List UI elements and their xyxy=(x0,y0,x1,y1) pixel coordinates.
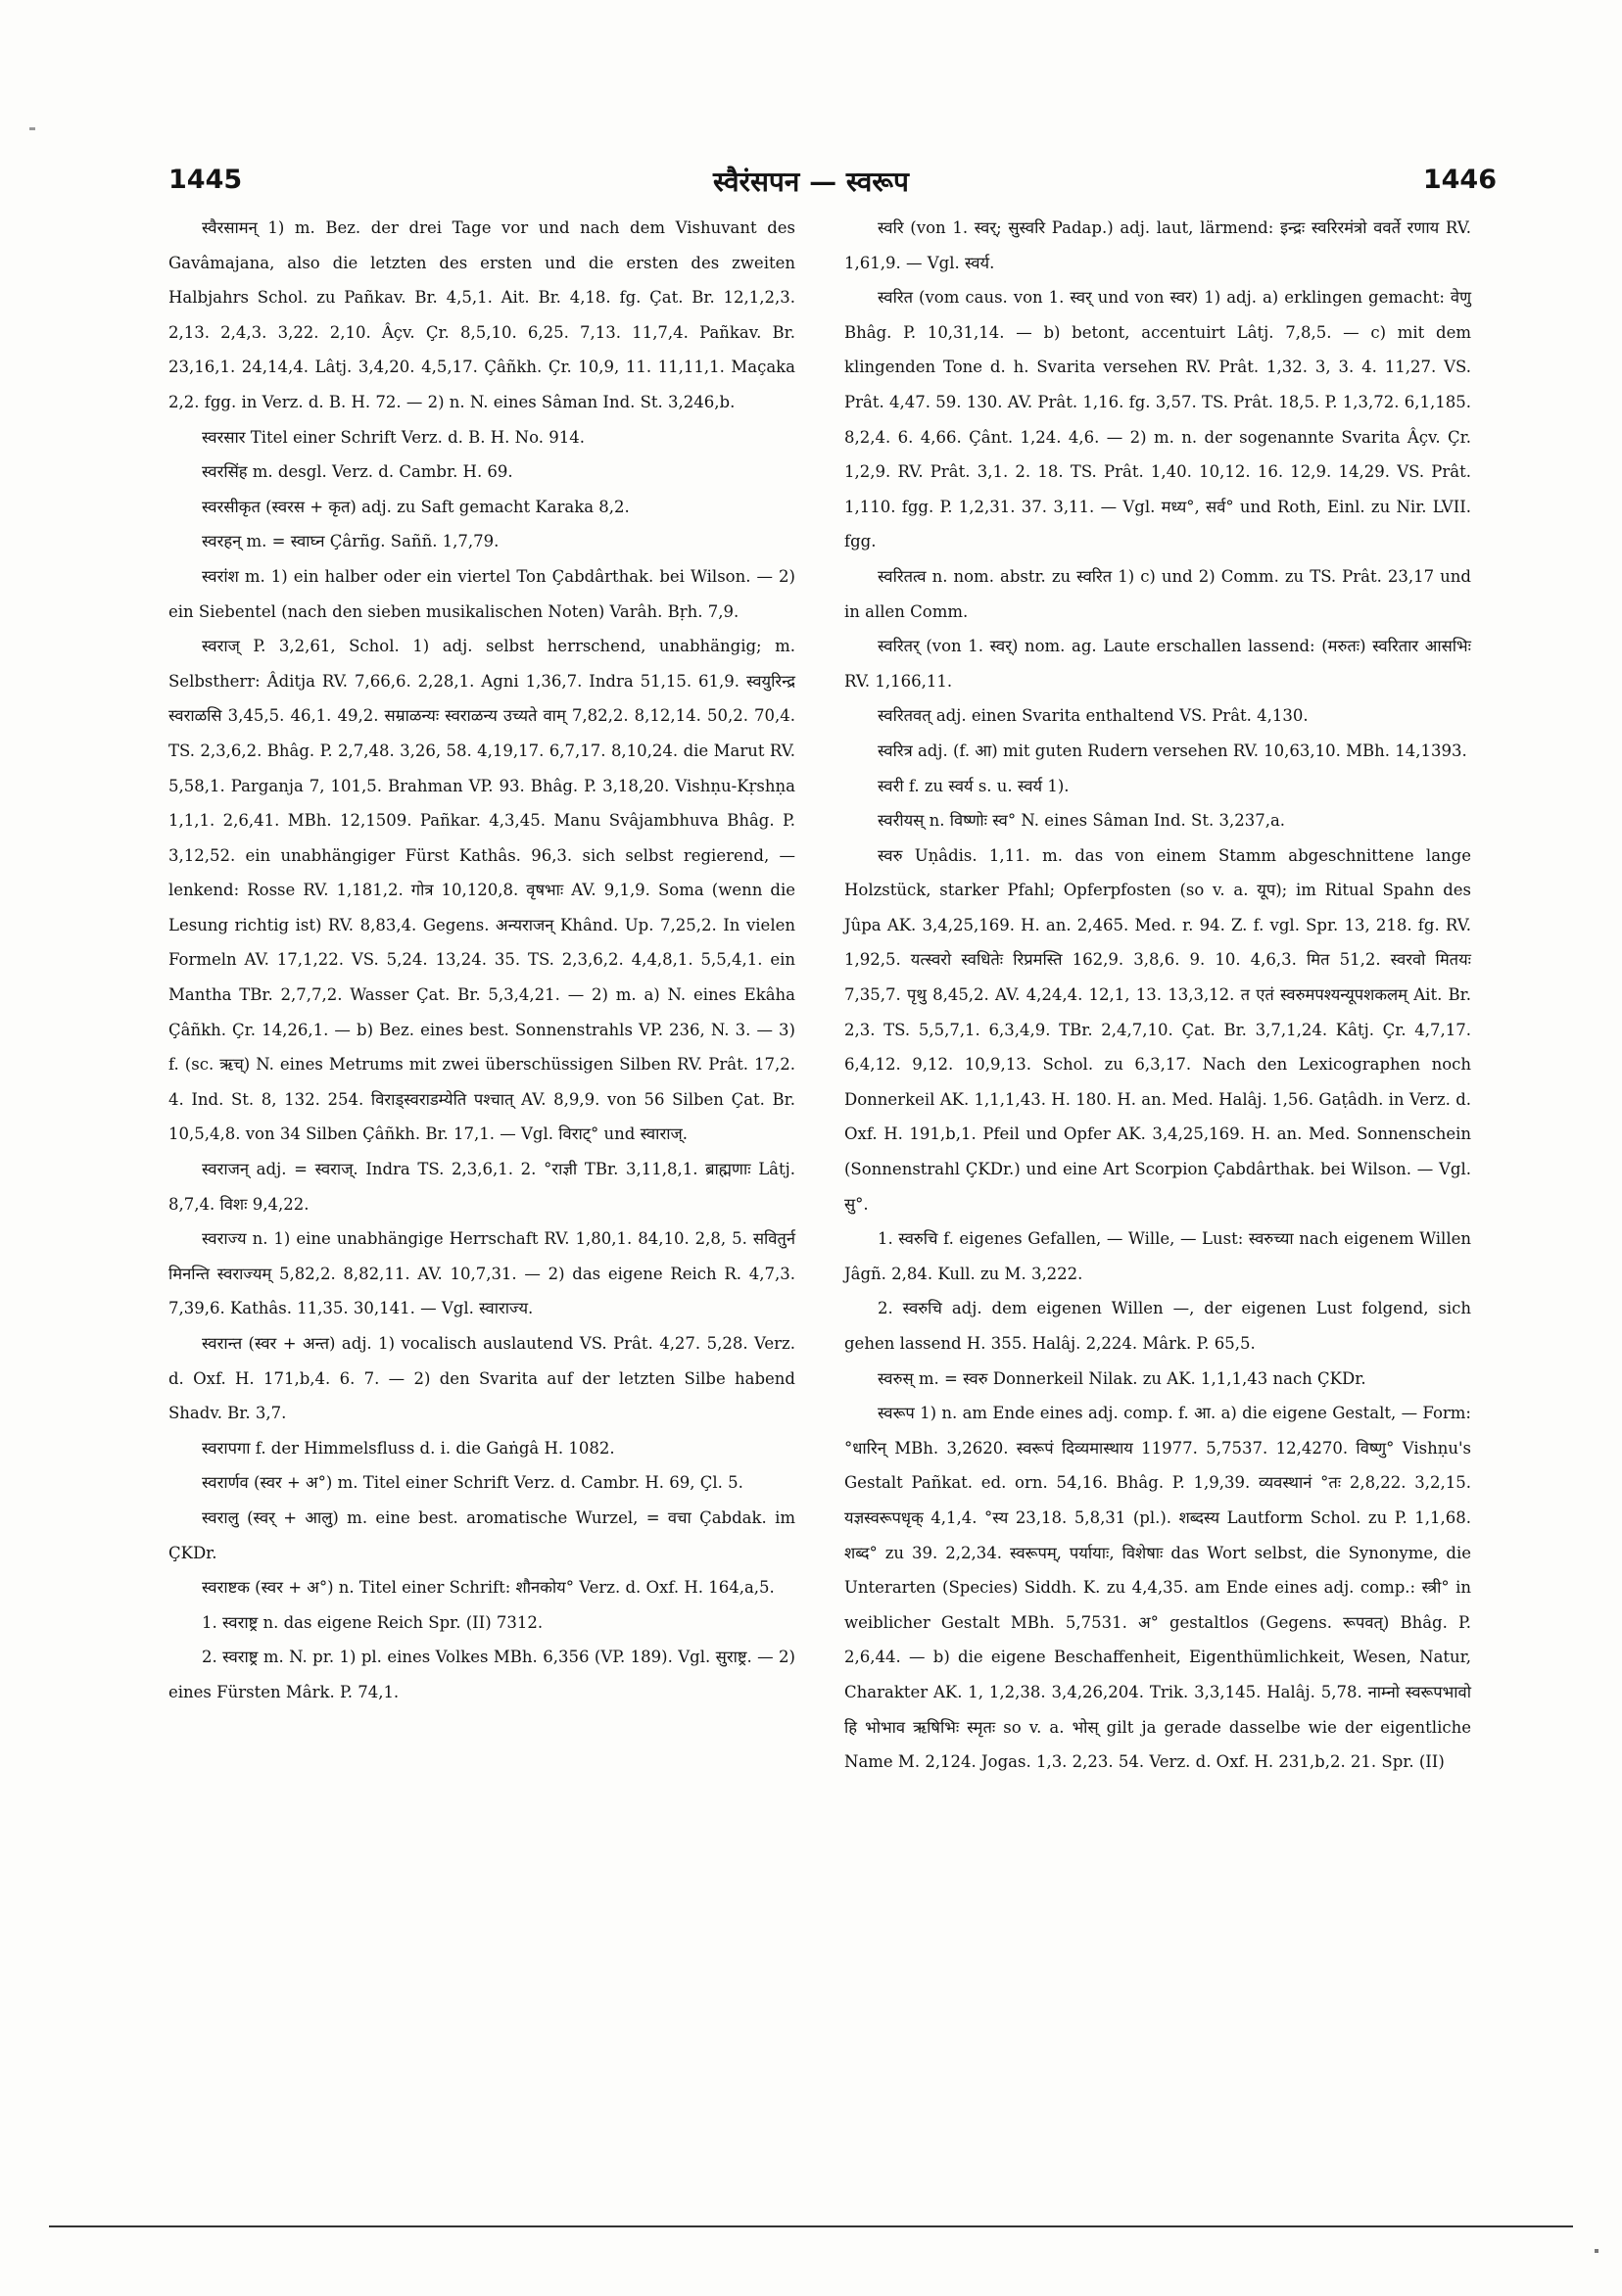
running-title: स्वैरंसपन — स्वरूप xyxy=(713,166,909,198)
entry-svaraj: स्वराज् P. 3,2,61, Schol. 1) adj. selbst herrschend, unabhängig; m. Selbstherr: Âditja RV. 7,66,6. 2,28,1. Agni 1,36,7. Indra 51,15. 61,9. स्वयुरिन्द्र स्वराळसि 3,45,5. 46,1. 49,2. सम्राळन्यः स्वराळन्य उच्यते वाम् 7,82,2. 8,12,14. 50,2. 70,4. TS. 2,3,6,2. Bhâg. P. 2,7,48. 3,26, 58. 4,19,17. 6,7,17. 8,10,24. die Marut RV. 5,58,1. Parganja 7, 101,5. Brahman VP. 93. Bhâg. P. 3,18,20. Vishṇu-Kṛshṇa 1,1,1. 2,6,41. MBh. 12,1509. Pañkar. 4,3,45. Manu Svâjambhuva Bhâg. P. 3,12,52. ein unabhängiger Fürst Kathâs. 96,3. sich selbst regierend, — lenkend: Rosse RV. 1,181,2. गोत्र 10,120,8. वृषभाः AV. 9,1,9. Soma (wenn die Lesung richtig ist) RV. 8,83,4. Gegens. अन्यराजन् Khând. Up. 7,25,2. In vielen Formeln AV. 17,1,22. VS. 5,24. 13,24. 35. TS. 2,3,6,2. 4,4,8,1. 5,5,4,1. ein Mantha TBr. 2,7,7,2. Wasser Çat. Br. 5,3,4,21. — 2) m. a) N. eines Ekâha Çâñkh. Çr. 14,26,1. — b) Bez. eines best. Sonnenstrahls VP. 236, N. 3. — 3) f. (sc. ऋच्) N. eines Metrums mit zwei überschüssigen Silben RV. Prât. 17,2. 4. Ind. St. 8, 132. 254. विराड्स्वराडम्येति पश्चात् AV. 8,9,9. von 56 Silben Çat. Br. 10,5,4,8. von 34 Silben Çâñkh. Br. 17,1. — Vgl. विराट्° und स्वाराज्. xyxy=(168,637,795,1144)
entry-svaritra: स्वरित्र adj. (f. आ) mit guten Rudern versehen RV. 10,63,10. MBh. 14,1393. xyxy=(878,741,1467,760)
entry-svaruci-2: 2. स्वरुचि adj. dem eigenen Willen —, der eigenen Lust folgend, sich gehen lassend H. 355. Halâj. 2,224. Mârk. P. 65,5. xyxy=(844,1299,1471,1353)
page-number-right: 1446 xyxy=(1422,165,1497,195)
entry-svarasikrta: स्वरसीकृत (स्वरस + कृत) adj. zu Saft gemacht Karaka 8,2. xyxy=(202,497,630,516)
entry-svaranta: स्वरान्त (स्वर + अन्त) adj. 1) vocalisch auslautend VS. Prât. 4,27. 5,28. Verz. d. Oxf. H. 171,b,4. 6. 7. — 2) den Svarita auf der letzten Silbe habend Shadv. Br. 3,7. xyxy=(168,1334,795,1423)
entry-svarashtaka: स्वराष्टक (स्वर + अ°) n. Titel einer Schrift: शौनकोय° Verz. d. Oxf. H. 164,a,5. xyxy=(202,1578,775,1598)
entry-svarus: स्वरुस् m. = स्वरु Donnerkeil Nilak. zu AK. 1,1,1,43 nach ÇKDr. xyxy=(878,1368,1366,1388)
entry-svarashtra-1: 1. स्वराष्ट्र n. das eigene Reich Spr. (II) 7312. xyxy=(202,1612,544,1632)
scan-speck-bottom xyxy=(1595,2249,1598,2253)
entry-svarita: स्वरित (vom caus. von 1. स्वर् und von स्वर) 1) adj. a) erklingen gemacht: वेणु Bhâg. P. 10,31,14. — b) betont, accentuirt Lâtj. 7,8,5. — c) mit dem klingenden Tone d. h. Svarita versehen RV. Prât. 1,32. 3, 3. 4. 11,27. VS. Prât. 4,47. 59. 130. AV. Prât. 1,16. fg. 3,57. TS. Prât. 18,5. P. 1,3,72. 6,1,185. 8,2,4. 6. 4,66. Çânt. 1,24. 4,6. — 2) m. n. der sogenannte Svarita Âçv. Çr. 1,2,9. RV. Prât. 3,1. 2. 18. TS. Prât. 1,40. 10,12. 16. 12,9. 14,29. VS. Prât. 1,110. fgg. P. 1,2,31. 37. 3,11. — Vgl. मध्य°, सर्व° und Roth, Einl. zu Nir. LVII. fgg. xyxy=(844,288,1471,551)
entry-svariyas: स्वरीयस् n. विष्णोः स्व° N. eines Sâman Ind. St. 3,237,a. xyxy=(878,811,1286,831)
left-column xyxy=(168,211,795,1710)
entry-svaritar: स्वरितर् (von 1. स्वर्) nom. ag. Laute erschallen lassend: (मरुतः) स्वरितार आसभिः RV. 1,166,11. xyxy=(844,637,1471,691)
entry-svari: स्वरि (von 1. स्वर्; सुस्वरि Padap.) adj. laut, lärmend: इन्द्रः स्वरिरमंत्रो ववर्ते रणाय RV. 1,61,9. — Vgl. स्वर्य. xyxy=(844,218,1471,272)
entry-svarapaga: स्वरापगा f. der Himmelsfluss d. i. die Gaṅgâ H. 1082. xyxy=(202,1438,615,1458)
entry-svarasimha: स्वरसिंह m. desgl. Verz. d. Cambr. H. 69. xyxy=(202,462,513,482)
scan-speck xyxy=(29,127,35,130)
entry-svarajya: स्वराज्य n. 1) eine unabhängige Herrschaft RV. 1,80,1. 84,10. 2,8, 5. सवितुर्न मिनन्ति स्वराज्यम् 5,82,2. 8,82,11. AV. 10,7,31. — 2) das eigene Reich R. 4,7,3. 7,39,6. Kathâs. 11,35. 30,141. — Vgl. स्वाराज्य. xyxy=(168,1229,795,1318)
entry-svarashtra-2: 2. स्वराष्ट्र m. N. pr. 1) pl. eines Volkes MBh. 6,356 (VP. 189). Vgl. सुराष्ट्र. — 2) eines Fürsten Mârk. P. 74,1. xyxy=(168,1648,795,1701)
entry-svarupa: स्वरूप 1) n. am Ende eines adj. comp. f. आ. a) die eigene Gestalt, — Form: °धारिन् MBh. 3,2620. स्वरूपं दिव्यमास्थाय 11977. 5,7537. 12,4270. विष्णु° Vishṇu's Gestalt Pañkat. ed. orn. 54,16. Bhâg. P. 1,9,39. व्यवस्थानं °तः 2,8,22. 3,2,15. यज्ञस्वरूपधृक् 4,1,4. °स्य 23,18. 5,8,31 (pl.). शब्दस्य Lautform Schol. zu P. 1,1,68. शब्द° zu 39. 2,2,34. स्वरूपम्, पर्यायाः, विशेषाः das Wort selbst, die Synonyme, die Unterarten (Species) Siddh. K. zu 4,4,35. am Ende eines adj. comp.: स्त्री° in weiblicher Gestalt MBh. 5,7531. अ° gestaltlos (Gegens. रूपवत्) Bhâg. P. 2,6,44. — b) die eigene Beschaffenheit, Eigenthümlichkeit, Wesen, Natur, Charakter AK. 1, 1,2,38. 3,4,26,204. Trik. 3,3,145. Halâj. 5,78. नाम्नो स्वरूपभावो हि भोभाव ऋषिभिः स्मृतः so v. a. भोस् gilt ja gerade dasselbe wie der eigentliche Name M. 2,124. Jogas. 1,3. 2,23. 54. Verz. d. Oxf. H. 231,b,2. 21. Spr. (II) xyxy=(844,1404,1471,1772)
entry-svaru: स्वरु Uṇâdis. 1,11. m. das von einem Stamm abgeschnittene lange Holzstück, starker Pfahl; Opferpfosten (so v. a. यूप); im Ritual Spahn des Jûpa AK. 3,4,25,169. H. an. 2,465. Med. r. 94. Z. f. vgl. Spr. 13, 218. fg. RV. 1,92,5. यत्स्वरो स्वधितेः रिप्रमस्ति 162,9. 3,8,6. 9. 10. 4,6,3. मित 51,2. स्वरवो मितयः 7,35,7. पृथु 8,45,2. AV. 4,24,4. 12,1, 13. 13,3,12. त एतं स्वरुमपश्यन्यूपशकलम् Ait. Br. 2,3. TS. 5,5,7,1. 6,3,4,9. TBr. 2,4,7,10. Çat. Br. 3,7,1,24. Kâtj. Çr. 4,7,17. 6,4,12. 9,12. 10,9,13. Schol. zu 6,3,17. Nach den Lexicographen noch Donnerkeil AK. 1,1,1,43. H. 180. H. an. Med. Halâj. 1,56. Gaṭâdh. in Verz. d. Oxf. H. 191,b,1. Pfeil und Opfer AK. 3,4,25,169. H. an. Med. Sonnenschein (Sonnenstrahl ÇKDr.) und eine Art Scorpion Çabdârthak. bei Wilson. — Vgl. सु°. xyxy=(844,845,1471,1214)
entry-svararnava: स्वरार्णव (स्वर + अ°) m. Titel einer Schrift Verz. d. Cambr. H. 69, Çl. 5. xyxy=(202,1473,743,1493)
bottom-rule xyxy=(49,2225,1573,2227)
entry-svari-f: स्वरी f. zu स्वर्य s. u. स्वर्य 1). xyxy=(878,776,1070,795)
entry-svarahan: स्वरहन् m. = स्वाघ्न Çârñg. Saññ. 1,7,79. xyxy=(202,532,500,551)
page-number-left: 1445 xyxy=(168,165,243,195)
entry-svarasaman: स्वैरसामन् 1) m. Bez. der drei Tage vor und nach dem Vishuvant des Gavâmajana, also die letzten des ersten und die ersten des zweiten Halbjahrs Schol. zu Pañkav. Br. 4,5,1. Ait. Br. 4,18. fg. Çat. Br. 12,1,2,3. 2,13. 2,4,3. 3,22. 2,10. Âçv. Çr. 8,5,10. 6,25. 7,13. 11,7,4. Pañkav. Br. 23,16,1. 24,14,4. Lâtj. 3,4,20. 4,5,17. Çâñkh. Çr. 10,9, 11. 11,11,1. Maçaka 2,2. fgg. in Verz. d. B. H. 72. — 2) n. N. eines Sâman Ind. St. 3,246,b. xyxy=(168,218,795,411)
entry-svaramsa: स्वरांश m. 1) ein halber oder ein viertel Ton Çabdârthak. bei Wilson. — 2) ein Siebentel (nach den sieben musikalischen Noten) Varâh. Bṛh. 7,9. xyxy=(168,566,795,621)
entry-svaritavat: स्वरितवत् adj. einen Svarita enthaltend VS. Prât. 4,130. xyxy=(878,706,1309,726)
entry-svarasara: स्वरसार Titel einer Schrift Verz. d. B. H. No. 914. xyxy=(202,427,585,447)
right-column xyxy=(844,211,1471,1780)
entry-svaruci-1: 1. स्वरुचि f. eigenes Gefallen, — Wille, — Lust: स्वरुच्या nach eigenem Willen Jâgñ. 2,84. Kull. zu M. 3,222. xyxy=(844,1229,1471,1283)
page-header xyxy=(0,157,1622,215)
entry-svarajan: स्वराजन् adj. = स्वराज्. Indra TS. 2,3,6,1. 2. °राज्ञी TBr. 3,11,8,1. ब्राह्मणाः Lâtj. 8,7,4. विशः 9,4,22. xyxy=(168,1160,795,1214)
entry-svaralu: स्वरालु (स्वर् + आलु) m. eine best. aromatische Wurzel, = वचा Çabdak. im ÇKDr. xyxy=(168,1507,795,1562)
entry-svaritatva: स्वरितत्व n. nom. abstr. zu स्वरित 1) c) und 2) Comm. zu TS. Prât. 23,17 und in allen Comm. xyxy=(844,566,1471,621)
